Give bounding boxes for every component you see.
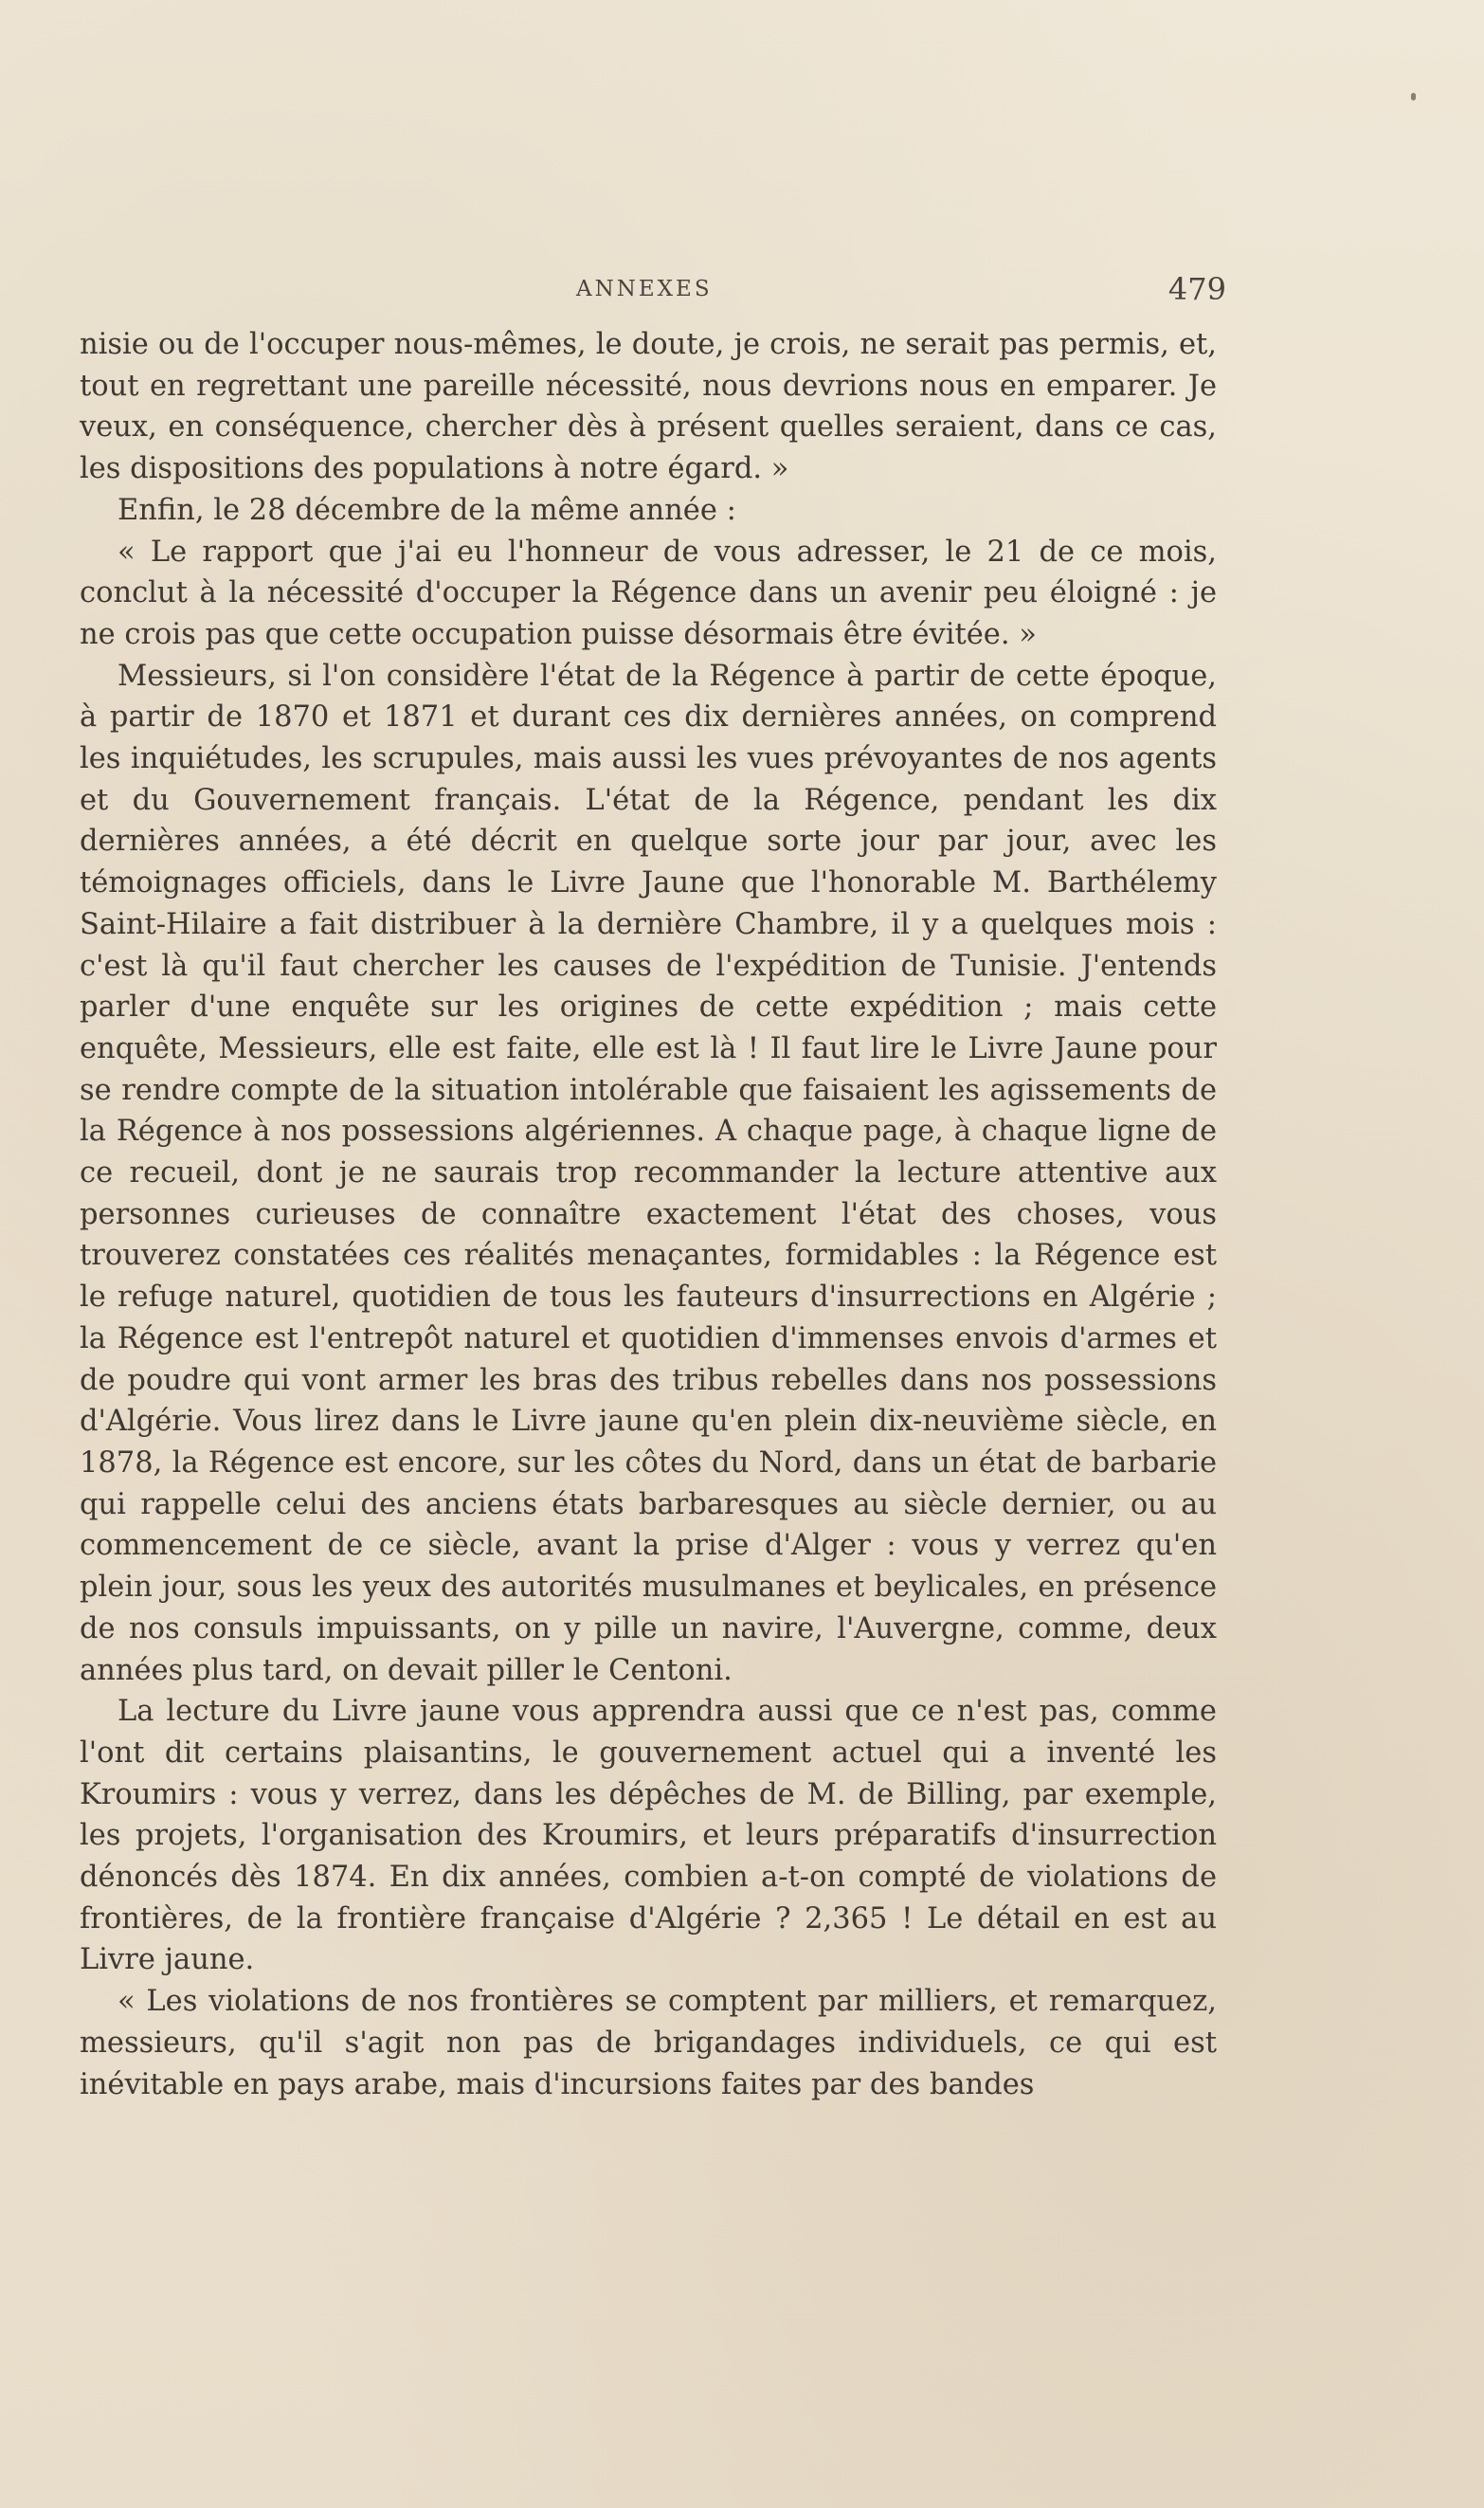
paragraph-messieurs: Messieurs, si l'on considère l'état de la Régence à partir de cette époque, à partir de 1870 et 1871 et durant ces dix dernières années, on comprend les inquiétudes, les scrupules, mais aussi les vues prévoyantes de nos agents et du Gouvernement français. L'état de la Régence, pendant les dix dernières années, a été décrit en quelque sorte jour par jour, avec les témoignages officiels, dans le Livre Jaune que l'honorable M. Barthélemy Saint-Hilaire a fait distribuer à la dernière Chambre, il y a quelques mois : c'est là qu'il faut chercher les causes de l'expédition de Tunisie. J'entends parler d'une enquête sur les origines de cette expédition ; mais cette enquête, Messieurs, elle est faite, elle est là ! Il faut lire le Livre Jaune pour se rendre compte de la situation intolérable que faisaient les agissements de la Régence à nos possessions algériennes. A chaque page, à chaque ligne de ce recueil, dont je ne saurais trop recommander la lecture attentive aux personnes curieuses de connaître exactement l'état des choses, vous trouverez constatées ces réalités menaçantes, formidables : la Régence est le refuge naturel, quotidien de tous les fauteurs d'insurrections en Algérie ; la Régence est l'entrepôt naturel et quotidien d'immenses envois d'armes et de poudre qui vont armer les bras des tribus rebelles dans nos possessions d'Algérie. Vous lirez dans le Livre jaune qu'en plein dix-neuvième siècle, en 1878, la Régence est encore, sur les côtes du Nord, dans un état de barbarie qui rappelle celui des anciens états barbaresques au siècle dernier, ou au commencement de ce siècle, avant la prise d'Alger : vous y verrez qu'en plein jour, sous les yeux des autorités musulmanes et beylicales, en présence de nos consuls impuissants, on y pille un navire, l'Auvergne, comme, deux années plus tard, on devait piller le Centoni. <box>80 659 1217 1687</box>
paragraph-continued: nisie ou de l'occuper nous-mêmes, le doute, je crois, ne serait pas permis, et, tout en regrettant une pareille nécessité, nous devrions nous en emparer. Je veux, en conséquence, chercher dès à présent quelles seraient, dans ce cas, les dispositions des populations à notre égard. » <box>80 328 1217 486</box>
paragraph-quote-rapport: « Le rapport que j'ai eu l'honneur de vous adresser, le 21 de ce mois, conclut à la nécessité d'occuper la Régence dans un avenir peu éloigné : je ne crois pas que cette occupation puisse désormais être évitée. » <box>80 535 1217 651</box>
body-text <box>80 324 1217 2105</box>
paragraph-enfin: Enfin, le 28 décembre de la même année : <box>118 493 736 527</box>
page-number: 479 <box>1167 271 1226 307</box>
page-header <box>66 271 1226 315</box>
running-head: ANNEXES <box>576 277 713 301</box>
paper-speck <box>1411 93 1416 100</box>
paragraph-livre-jaune: La lecture du Livre jaune vous apprendra aussi que ce n'est pas, comme l'ont dit certains plaisantins, le gouvernement actuel qui a inventé les Kroumirs : vous y verrez, dans les dépêches de M. de Billing, par exemple, les projets, l'organisation des Kroumirs, et leurs préparatifs d'insurrection dénoncés dès 1874. En dix années, combien a-t-on compté de violations de frontières, de la frontière française d'Algérie ? 2,365 ! Le détail en est au Livre jaune. <box>80 1695 1217 1977</box>
paragraph-violations: « Les violations de nos frontières se comptent par milliers, et remarquez, messieurs, qu'il s'agit non pas de brigandages individuels, ce qui est inévitable en pays arabe, mais d'incursions faites par des bandes <box>80 1985 1217 2101</box>
